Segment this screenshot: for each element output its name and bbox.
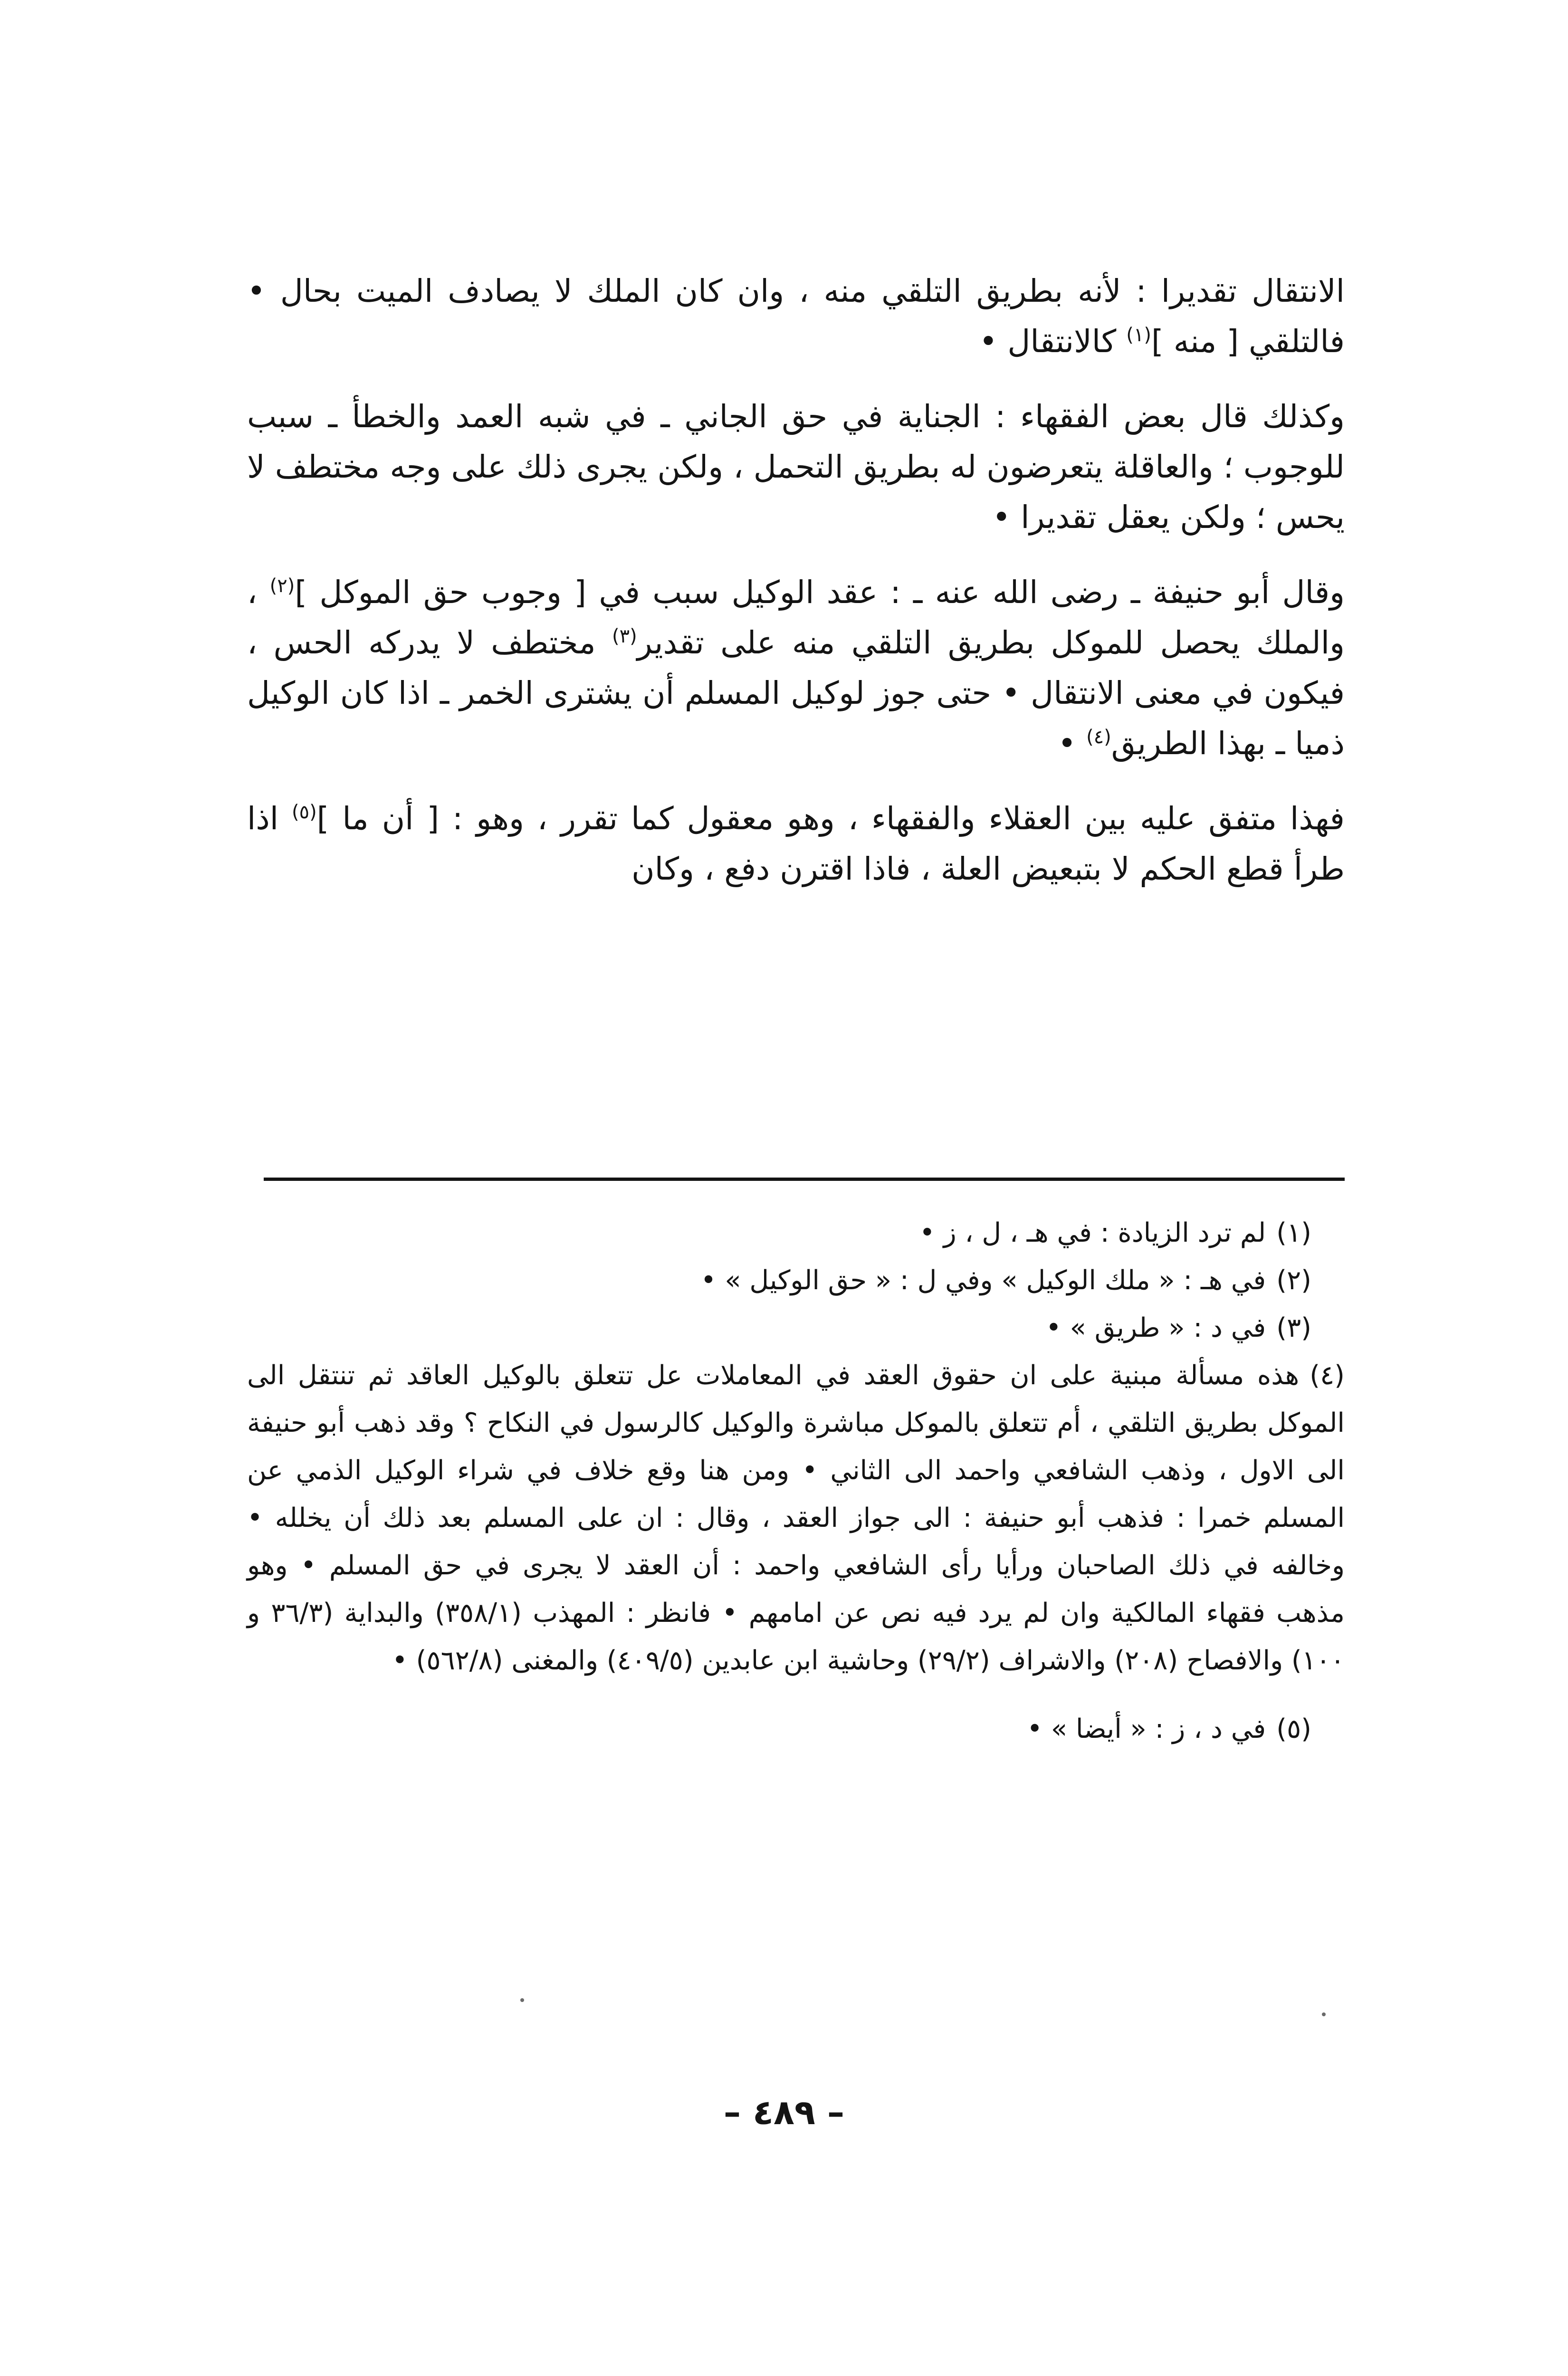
footnote-5 <box>247 1705 1345 1753</box>
footnote-text: هذه مسألة مبنية على ان حقوق العقد في المعاملات عل تتعلق بالوكيل العاقد ثم تنتقل الى الموكل بطريق التلقي ، أم تتعلق بالموكل مباشرة والوكيل كالرسول في النكاح ؟ وقد ذهب أبو حنيفة الى الاول ، وذهب الشافعي واحمد الى الثاني • ومن هنا وقع خلاف في شراء الوكيل الذمي عن المسلم خمرا : فذهب أبو حنيفة : الى جواز العقد ، وقال : ان على المسلم بعد ذلك أن يخلله • وخالفه في ذلك الصاحبان ورأيا رأى الشافعي واحمد : أن العقد لا يجرى في حق المسلم • وهو مذهب فقهاء المالكية وان لم يرد فيه نص عن امامهم • فانظر : المهذب (٣٥٨/١) والبداية (٣٦/٣ و ١٠٠) والافصاح (٢٠٨) والاشراف (٢٩/٢) وحاشية ابن عابدين (٤٠٩/٥) والمغنى (٥٦٢/٨) • <box>247 1360 1345 1676</box>
paragraph-2 <box>247 392 1345 543</box>
page-number: – ٤٨٩ – <box>724 2092 844 2132</box>
main-text <box>247 266 1345 894</box>
footnote-number: (٣) <box>1276 1313 1311 1343</box>
paragraph-text: اذا طرأ قطع الحكم لا بتبعيض العلة ، فاذا اقترن دفع ، وكان <box>247 800 1345 887</box>
paragraph-1 <box>247 266 1345 367</box>
footnote-reference: (٤) <box>1086 726 1111 748</box>
footnote-text: لم ترد الزيادة : في هـ ، ل ، ز • <box>919 1217 1266 1248</box>
paragraph-text: فهذا متفق عليه بين العقلاء والفقهاء ، وهو معقول كما تقرر ، وهو : [ أن ما ] <box>316 800 1345 837</box>
paragraph-text: ، والملك يحصل للموكل بطريق التلقي منه على تقدير <box>247 574 1345 661</box>
paragraph-text: وكذلك قال بعض الفقهاء : الجناية في حق الجاني ـ في شبه العمد والخطأ ـ سبب للوجوب ؛ والعاقلة يتعرضون له بطريق التحمل ، ولكن يجرى ذلك على وجه مختطف لا يحس ؛ ولكن يعقل تقديرا • <box>247 398 1345 536</box>
paragraph-text: مختطف لا يدركه الحس ، فيكون في معنى الانتقال • حتى جوز لوكيل المسلم أن يشترى الخمر ـ اذا كان الوكيل ذميا ـ بهذا الطريق <box>247 624 1345 762</box>
footnote-text: في د ، ز : « أيضا » • <box>1027 1714 1266 1744</box>
scan-speck <box>520 1998 524 2002</box>
paragraph-text: الانتقال تقديرا : لأنه بطريق التلقي منه ، وان كان الملك لا يصادف الميت بحال • فالتلقي [ منه ] <box>247 273 1345 360</box>
footnote-3 <box>247 1304 1345 1352</box>
scan-speck <box>1322 2012 1326 2016</box>
footnote-text: في هـ : « ملك الوكيل » وفي ل : « حق الوكيل » • <box>700 1265 1266 1296</box>
footnote-number: (٢) <box>1276 1265 1311 1296</box>
footnote-reference: (٥) <box>291 801 317 823</box>
footnote-text: في د : « طريق » • <box>1045 1313 1266 1343</box>
paragraph-text: وقال أبو حنيفة ـ رضى الله عنه ـ : عقد الوكيل سبب في [ وجوب حق الموكل ] <box>295 574 1345 611</box>
paragraph-4 <box>247 794 1345 894</box>
footnote-separator-line <box>264 1178 1345 1181</box>
footnote-number: (١) <box>1276 1217 1311 1248</box>
footnote-1 <box>247 1209 1345 1257</box>
paragraph-3 <box>247 567 1345 769</box>
footnote-reference: (١) <box>1126 324 1151 346</box>
footnote-reference: (٣) <box>612 625 637 647</box>
paragraph-text: كالانتقال • <box>979 323 1127 360</box>
footnote-reference: (٢) <box>269 575 295 597</box>
footnote-number: (٤) <box>1310 1360 1345 1391</box>
paragraph-text: • <box>1058 725 1087 762</box>
footnote-number: (٥) <box>1276 1714 1311 1744</box>
footnote-4 <box>247 1352 1345 1685</box>
footnote-2 <box>247 1257 1345 1304</box>
footnotes <box>247 1209 1345 1753</box>
